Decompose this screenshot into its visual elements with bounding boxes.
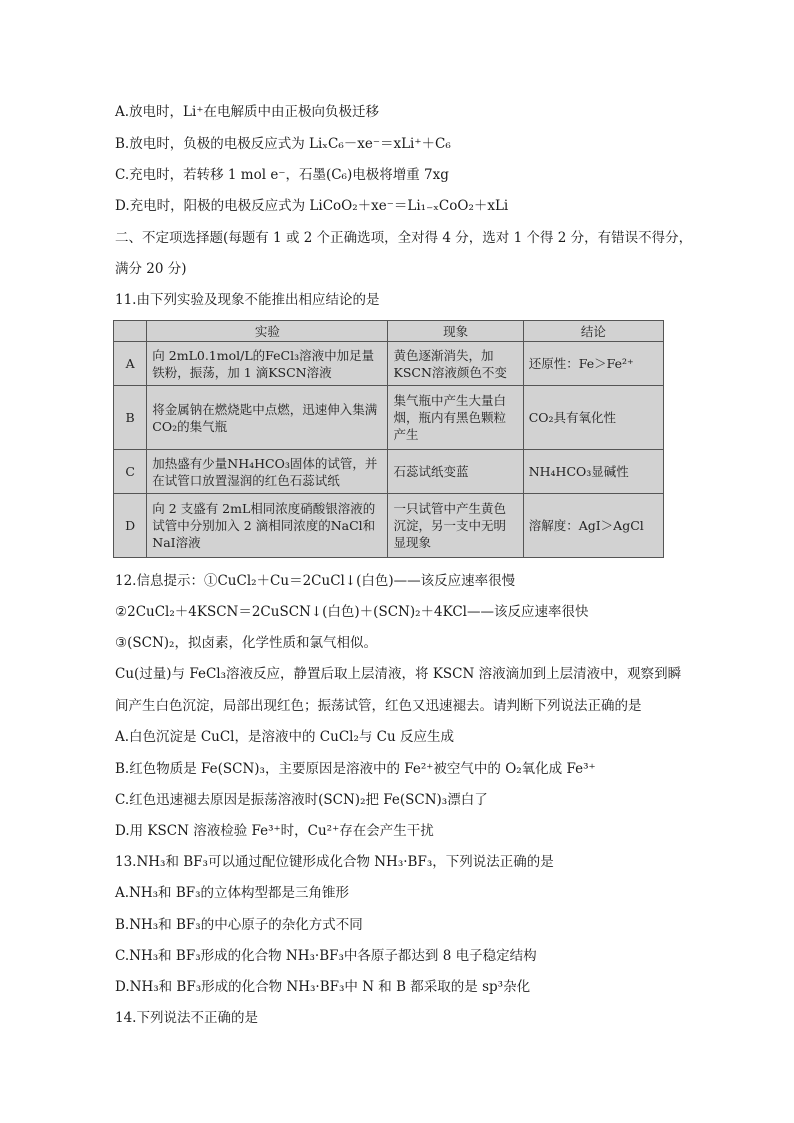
question-10-option-b: B.放电时，负极的电极反应式为 LiₓC₆－xe⁻＝xLi⁺＋C₆ [115, 136, 451, 152]
section-heading: 二、不定项选择题(每题有 1 或 2 个正确选项，全对得 4 分，选对 1 个得 2 分，有错误不得分， [115, 230, 693, 246]
table-header-row [114, 321, 664, 342]
row-conclusion: 还原性：Fe＞Fe²⁺ [523, 342, 663, 386]
row-option: D [114, 494, 147, 558]
row-option: B [114, 386, 147, 450]
question-13-option-a: A.NH₃和 BF₃的立体构型都是三角锥形 [115, 885, 350, 901]
question-12-stem-cont: 间产生白色沉淀，局部出现红色；振荡试管，红色又迅速褪去。请判断下列说法正确的是 [115, 698, 642, 714]
question-12-option-a: A.白色沉淀是 CuCl，是溶液中的 CuCl₂与 Cu 反应生成 [115, 729, 454, 745]
question-13-option-d: D.NH₃和 BF₃形成的化合物 NH₃·BF₃中 N 和 B 都采取的是 sp³杂化 [115, 979, 531, 995]
question-12-option-b: B.红色物质是 Fe(SCN)₃，主要原因是溶液中的 Fe²⁺被空气中的 O₂氧化成 Fe³⁺ [115, 761, 596, 777]
row-conclusion: 溶解度：AgI＞AgCl [523, 494, 663, 558]
row-conclusion: CO₂具有氧化性 [523, 386, 663, 450]
table-row [114, 494, 664, 558]
row-phenomenon: 集气瓶中产生大量白烟，瓶内有黑色颗粒产生 [388, 386, 523, 450]
row-option: C [114, 449, 147, 493]
question-10-option-a: A.放电时，Li⁺在电解质中由正极向负极迁移 [115, 104, 379, 120]
table-row [114, 342, 664, 386]
question-13-option-b: B.NH₃和 BF₃的中心原子的杂化方式不同 [115, 917, 363, 933]
question-12-stem: Cu(过量)与 FeCl₃溶液反应，静置后取上层清液，将 KSCN 溶液滴加到上层清液中，观察到瞬 [115, 666, 682, 682]
row-phenomenon: 石蕊试纸变蓝 [388, 449, 523, 493]
table-row [114, 449, 664, 493]
row-experiment: 向 2mL0.1mol/L的FeCl₃溶液中加足量铁粉，振荡，加 1 滴KSCN溶液 [147, 342, 388, 386]
row-experiment: 将金属钠在燃烧匙中点燃，迅速伸入集满CO₂的集气瓶 [147, 386, 388, 450]
header-phenomenon: 现象 [388, 321, 523, 342]
question-12-info-2: ②2CuCl₂＋4KSCN＝2CuSCN↓(白色)＋(SCN)₂＋4KCl——该反应速率很快 [115, 604, 589, 620]
question-10-option-c: C.充电时，若转移 1 mol e⁻，石墨(C₆)电极将增重 7xg [115, 167, 449, 183]
row-phenomenon: 一只试管中产生黄色沉淀，另一支中无明显现象 [388, 494, 523, 558]
question-12-info-1: 12.信息提示：①CuCl₂＋Cu＝2CuCl↓(白色)——该反应速率很慢 [115, 573, 516, 589]
table-row [114, 386, 664, 450]
row-option: A [114, 342, 147, 386]
row-phenomenon: 黄色逐渐消失，加KSCN溶液颜色不变 [388, 342, 523, 386]
row-experiment: 加热盛有少量NH₄HCO₃固体的试管，并在试管口放置湿润的红色石蕊试纸 [147, 449, 388, 493]
row-experiment: 向 2 支盛有 2mL相同浓度硝酸银溶液的试管中分别加入 2 滴相同浓度的NaCl和NaI溶液 [147, 494, 388, 558]
question-12-option-d: D.用 KSCN 溶液检验 Fe³⁺时，Cu²⁺存在会产生干扰 [115, 823, 434, 839]
section-heading-cont: 满分 20 分) [115, 261, 187, 277]
header-blank [114, 321, 147, 342]
experiment-table [113, 320, 664, 558]
question-12-option-c: C.红色迅速褪去原因是振荡溶液时(SCN)₂把 Fe(SCN)₃漂白了 [115, 792, 488, 808]
header-experiment: 实验 [147, 321, 388, 342]
question-13-option-c: C.NH₃和 BF₃形成的化合物 NH₃·BF₃中各原子都达到 8 电子稳定结构 [115, 948, 537, 964]
question-13-stem: 13.NH₃和 BF₃可以通过配位键形成化合物 NH₃·BF₃，下列说法正确的是 [115, 854, 554, 870]
question-11-stem: 11.由下列实验及现象不能推出相应结论的是 [115, 292, 380, 308]
question-12-info-3: ③(SCN)₂，拟卤素，化学性质和氯气相似。 [115, 635, 377, 651]
header-conclusion: 结论 [523, 321, 663, 342]
row-conclusion: NH₄HCO₃显碱性 [523, 449, 663, 493]
question-14-stem: 14.下列说法不正确的是 [115, 1010, 258, 1026]
experiment-table-photo [113, 320, 664, 558]
question-10-option-d: D.充电时，阳极的电极反应式为 LiCoO₂＋xe⁻＝Li₁₋ₓCoO₂＋xLi [115, 198, 509, 214]
